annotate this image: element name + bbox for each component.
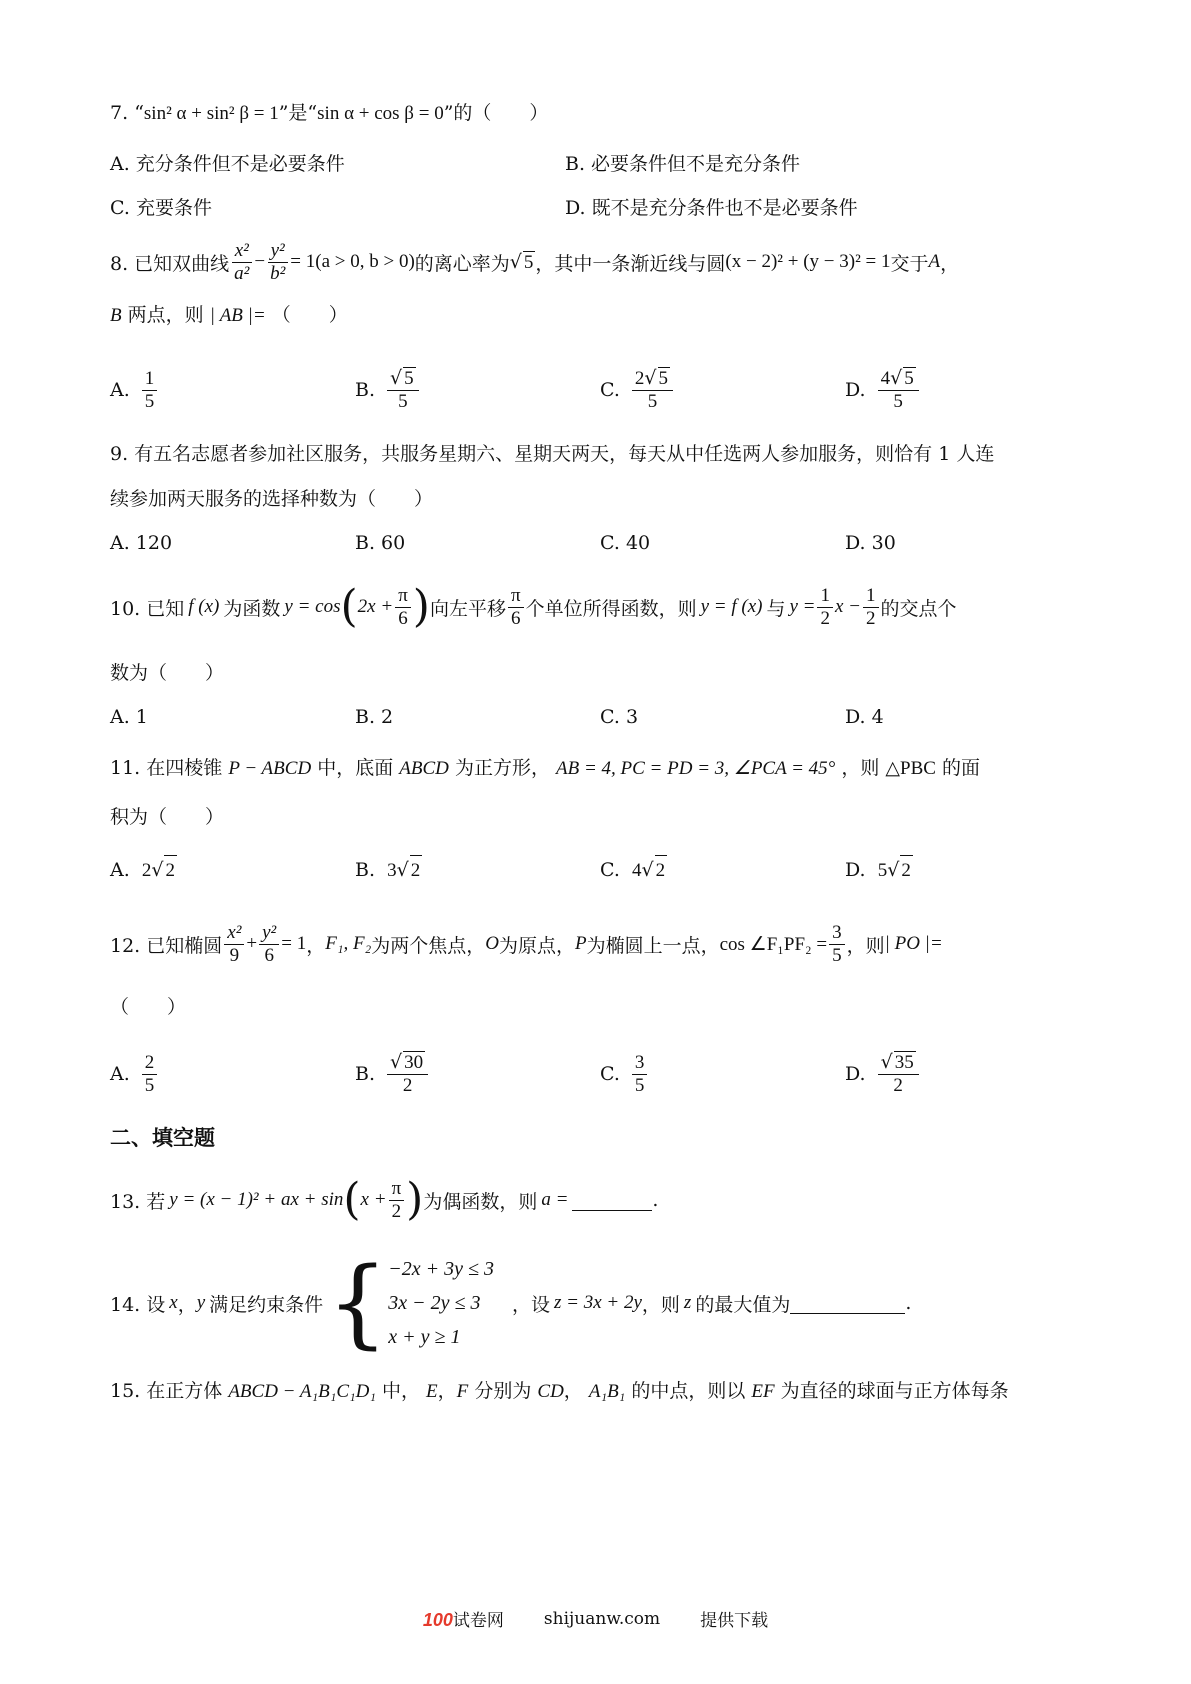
formula: 2x + bbox=[357, 596, 394, 617]
fraction bbox=[231, 240, 252, 285]
question-11-stem-line2: 积为（ ） bbox=[110, 806, 225, 828]
numerator bbox=[387, 1051, 428, 1075]
fraction bbox=[863, 585, 879, 630]
option-b[interactable]: B. 60 bbox=[355, 532, 406, 554]
option-a[interactable]: A. 1 bbox=[110, 706, 148, 728]
punctuation: . bbox=[652, 1189, 659, 1211]
denominator: 9 bbox=[229, 944, 240, 966]
question-text: 的离心率为 bbox=[414, 252, 510, 275]
question-number: 7. bbox=[110, 102, 129, 124]
question-text: 个单位所得函数，则 bbox=[525, 597, 697, 620]
numerator: 1 bbox=[142, 368, 158, 391]
option-c[interactable] bbox=[600, 1044, 649, 1104]
q12-options bbox=[110, 1044, 1100, 1104]
option-label: C. bbox=[600, 1063, 620, 1085]
formula: z = 3x + 2y bbox=[554, 1292, 642, 1313]
question-text: ，其中一条渐近线与圆 bbox=[535, 252, 726, 275]
question-text: 的最大值为 bbox=[695, 1293, 791, 1316]
question-text: 为直径的球面与正方体每条 bbox=[780, 1380, 1009, 1402]
option-c[interactable]: C. 3 bbox=[600, 706, 639, 728]
fraction bbox=[878, 367, 919, 413]
radical-sign: √ bbox=[390, 1051, 403, 1073]
site-logo[interactable] bbox=[423, 1606, 504, 1631]
fraction bbox=[387, 367, 419, 413]
constraint: x + y ≥ 1 bbox=[388, 1326, 461, 1348]
constraint-system bbox=[327, 1247, 494, 1359]
question-text: 的交点个 bbox=[880, 597, 957, 620]
point-label: F bbox=[456, 1381, 469, 1402]
formula: = 1 bbox=[281, 933, 307, 954]
question-text: （ ） bbox=[271, 304, 348, 326]
question-11-stem bbox=[110, 753, 1091, 784]
numerator: 2 bbox=[142, 1052, 158, 1075]
punctuation: ， bbox=[940, 252, 960, 275]
option-label: B. bbox=[355, 1063, 376, 1085]
question-text: 11. 在四棱锥 bbox=[110, 757, 223, 779]
option-label: B. bbox=[355, 859, 376, 881]
fraction bbox=[142, 368, 158, 413]
option-a[interactable] bbox=[110, 855, 177, 886]
option-label: A. bbox=[110, 379, 130, 401]
numerator: π bbox=[389, 1178, 405, 1201]
numerator: 1 bbox=[863, 585, 879, 608]
numerator: 3 bbox=[829, 922, 845, 945]
formula: ABCD bbox=[399, 758, 449, 779]
fraction bbox=[829, 922, 845, 967]
punctuation: . bbox=[905, 1292, 912, 1314]
paren-close: ) bbox=[412, 581, 430, 632]
numerator: y² bbox=[268, 240, 288, 263]
question-text: 10. 已知 bbox=[110, 597, 185, 620]
numerator: y² bbox=[259, 922, 279, 945]
option-c[interactable]: C. 充要条件 bbox=[110, 197, 212, 219]
question-text: 为正方形， bbox=[454, 757, 550, 779]
question-text: 12. 已知椭圆 bbox=[110, 934, 223, 957]
formula: x − bbox=[834, 596, 861, 617]
formula: sin² α + sin² β = 1 bbox=[143, 103, 279, 124]
sqrt-formula bbox=[510, 251, 536, 274]
coefficient: 2 bbox=[634, 368, 645, 389]
answer-blank[interactable] bbox=[572, 1190, 652, 1211]
question-8-stem bbox=[110, 232, 959, 292]
paren-open: ( bbox=[340, 581, 358, 632]
radical-sign: √ bbox=[880, 1051, 893, 1073]
option-d[interactable] bbox=[845, 360, 921, 420]
radicand: 5 bbox=[523, 251, 534, 273]
paren-open: ( bbox=[343, 1174, 361, 1225]
variable: z bbox=[683, 1292, 692, 1313]
formula: f (x) bbox=[188, 596, 220, 617]
question-text: 两点，则 bbox=[127, 304, 204, 326]
option-label: D. bbox=[845, 379, 866, 401]
option-b[interactable] bbox=[355, 360, 421, 420]
denominator: a² bbox=[234, 262, 250, 284]
denominator: 6 bbox=[264, 944, 274, 966]
question-text: 为函数 bbox=[223, 597, 281, 620]
denominator: 5 bbox=[144, 390, 155, 412]
coefficient: 4 bbox=[632, 860, 642, 881]
numerator: 1 bbox=[817, 585, 833, 608]
radical-sign: √ bbox=[890, 367, 903, 389]
fraction bbox=[142, 1052, 158, 1097]
numerator: π bbox=[395, 585, 411, 608]
denominator: 2 bbox=[866, 607, 876, 629]
radical-sign: √ bbox=[641, 859, 654, 881]
numerator bbox=[387, 367, 419, 391]
question-10-stem-line2: 数为（ ） bbox=[110, 662, 225, 684]
numerator: x² bbox=[232, 240, 252, 263]
option-label: C. bbox=[600, 379, 620, 401]
question-12-stem bbox=[110, 912, 943, 976]
numerator bbox=[878, 367, 919, 391]
point-label: E bbox=[426, 1381, 438, 1402]
fraction bbox=[817, 585, 833, 630]
point-label: B bbox=[110, 305, 122, 326]
question-text: 为偶函数，则 bbox=[423, 1190, 538, 1213]
denominator: 5 bbox=[647, 391, 658, 412]
question-text: ，则 bbox=[641, 1293, 680, 1316]
numerator: 3 bbox=[632, 1052, 648, 1075]
question-text: 8. 已知双曲线 bbox=[110, 252, 230, 275]
radicand: 5 bbox=[658, 368, 669, 389]
formula: F₁, F₂ bbox=[325, 933, 372, 954]
question-text: 向左平移 bbox=[429, 597, 506, 620]
question-text: 15. 在正方体 bbox=[110, 1380, 223, 1402]
question-text: ”的（ ） bbox=[443, 102, 549, 124]
option-label: A. bbox=[110, 1063, 130, 1085]
option-a[interactable]: A. 充分条件但不是必要条件 bbox=[110, 153, 345, 175]
formula: y = cos bbox=[284, 596, 341, 617]
question-text: 13. 若 bbox=[110, 1190, 166, 1213]
question-7-stem bbox=[110, 98, 1091, 129]
variable: x bbox=[169, 1292, 178, 1313]
question-text: 中， bbox=[381, 1380, 420, 1402]
option-b[interactable]: B. 必要条件但不是充分条件 bbox=[565, 153, 801, 175]
question-text: 14. 设 bbox=[110, 1293, 166, 1316]
formula: | AB |= bbox=[209, 305, 266, 326]
option-a[interactable] bbox=[110, 1044, 159, 1104]
numerator bbox=[632, 367, 673, 391]
radicand: 30 bbox=[404, 1052, 424, 1073]
numerator bbox=[878, 1051, 919, 1075]
radical-sign: √ bbox=[887, 859, 900, 881]
point-label: P bbox=[574, 933, 587, 954]
fraction bbox=[632, 1052, 648, 1097]
radicand: 2 bbox=[900, 855, 913, 886]
point-label: O bbox=[485, 933, 499, 954]
question-text: 为椭圆上一点， bbox=[586, 934, 720, 957]
radicand: 2 bbox=[655, 855, 668, 886]
fraction bbox=[878, 1051, 919, 1097]
option-b[interactable] bbox=[355, 1044, 430, 1104]
section-heading: 二、填空题 bbox=[110, 1126, 215, 1150]
fraction bbox=[259, 922, 279, 967]
denominator: 5 bbox=[634, 1074, 645, 1096]
constraint: −2x + 3y ≤ 3 bbox=[388, 1258, 494, 1280]
formula: CD bbox=[537, 1381, 564, 1402]
variable: y bbox=[196, 1292, 206, 1313]
option-label: C. bbox=[600, 859, 620, 881]
formula: y = (x − 1)² + ax + sin bbox=[169, 1189, 344, 1210]
question-text: ，则 bbox=[841, 757, 880, 779]
question-12-stem-line2: （ ） bbox=[110, 996, 187, 1018]
option-b[interactable] bbox=[355, 855, 422, 886]
formula: P − ABCD bbox=[228, 758, 312, 779]
denominator: 6 bbox=[511, 607, 521, 629]
paren-close: ) bbox=[406, 1174, 424, 1225]
denominator: 2 bbox=[893, 1075, 903, 1096]
question-text: 与 bbox=[766, 597, 786, 620]
fraction bbox=[224, 922, 244, 967]
logo-mark: 100 bbox=[422, 1610, 453, 1630]
question-text: 的中点，则以 bbox=[631, 1380, 746, 1402]
denominator: 5 bbox=[398, 391, 408, 412]
option-c[interactable]: C. 40 bbox=[600, 532, 651, 554]
logo-text: 试卷网 bbox=[452, 1611, 504, 1631]
denominator: 2 bbox=[402, 1075, 413, 1096]
option-d[interactable]: D. 30 bbox=[845, 532, 896, 554]
quote-open: “ bbox=[134, 102, 144, 124]
question-text: 为两个焦点， bbox=[371, 934, 486, 957]
denominator: 2 bbox=[391, 1200, 402, 1222]
fraction bbox=[267, 240, 288, 285]
formula: sin α + cos β = 0 bbox=[317, 103, 444, 124]
option-label: A. bbox=[110, 859, 130, 881]
option-d[interactable] bbox=[845, 855, 913, 886]
radical-sign: √ bbox=[509, 250, 522, 273]
denominator: 5 bbox=[144, 1074, 155, 1096]
question-text: ，设 bbox=[511, 1293, 550, 1316]
formula: ABCD − A₁B₁C₁D₁ bbox=[228, 1381, 376, 1402]
option-a[interactable] bbox=[110, 360, 159, 420]
site-url[interactable]: shijuanw.com bbox=[543, 1608, 661, 1629]
formula: △PBC bbox=[885, 758, 936, 779]
radicand: 35 bbox=[894, 1052, 914, 1073]
formula: | PO |= bbox=[884, 933, 943, 954]
constraint: 3x − 2y ≤ 3 bbox=[388, 1292, 481, 1314]
option-label: D. bbox=[845, 1063, 866, 1085]
radicand: 2 bbox=[410, 855, 423, 886]
formula: cos ∠F₁PF₂ = bbox=[719, 933, 828, 955]
constraint-list bbox=[388, 1252, 494, 1354]
radical-sign: √ bbox=[396, 859, 409, 881]
option-c[interactable] bbox=[600, 855, 667, 886]
formula: y = f (x) bbox=[700, 596, 763, 617]
coefficient: 3 bbox=[387, 860, 397, 881]
fraction bbox=[508, 585, 524, 630]
option-a[interactable]: A. 120 bbox=[110, 532, 173, 554]
coefficient: 4 bbox=[880, 368, 891, 389]
formula: = 1(a > 0, b > 0) bbox=[290, 251, 415, 272]
radicand: 5 bbox=[904, 368, 914, 389]
punctuation: ， bbox=[306, 934, 326, 957]
option-c[interactable] bbox=[600, 360, 675, 420]
radicand: 2 bbox=[164, 855, 177, 886]
formula: x + bbox=[360, 1189, 387, 1210]
question-13-stem bbox=[110, 1168, 658, 1232]
option-label: B. bbox=[355, 379, 376, 401]
question-15-stem bbox=[110, 1376, 1091, 1407]
question-10-stem bbox=[110, 575, 957, 639]
question-14-stem bbox=[110, 1248, 911, 1358]
option-d[interactable]: D. 既不是充分条件也不是必要条件 bbox=[565, 197, 858, 219]
punctuation: ， bbox=[437, 1380, 457, 1402]
question-text: 的面 bbox=[941, 757, 980, 779]
denominator: 5 bbox=[893, 391, 903, 412]
denominator: 2 bbox=[820, 607, 830, 629]
fraction bbox=[389, 1178, 405, 1223]
radical-sign: √ bbox=[390, 367, 403, 389]
question-text: ，则 bbox=[846, 934, 885, 957]
question-text: 为原点， bbox=[498, 934, 575, 957]
question-text: ”是“ bbox=[278, 102, 318, 124]
formula: (x − 2)² + (y − 3)² = 1 bbox=[725, 251, 891, 272]
formula: a = bbox=[541, 1189, 569, 1210]
fraction bbox=[632, 367, 673, 413]
option-d[interactable]: D. 4 bbox=[845, 706, 884, 728]
punctuation: ， bbox=[563, 1380, 583, 1402]
option-label: D. bbox=[845, 859, 866, 881]
question-9-stem: 9. 有五名志愿者参加社区服务，共服务星期六、星期天两天，每天从中任选两人参加服务，则恰有 1 人连 bbox=[110, 443, 995, 465]
point-label: A bbox=[928, 251, 941, 272]
q8-options bbox=[110, 360, 1100, 420]
coefficient: 2 bbox=[141, 860, 152, 881]
brace: { bbox=[327, 1247, 389, 1359]
denominator: b² bbox=[270, 262, 286, 284]
footer-text: 提供下载 bbox=[700, 1611, 769, 1631]
formula: EF bbox=[751, 1381, 775, 1402]
fraction bbox=[387, 1051, 428, 1097]
punctuation: ， bbox=[177, 1293, 197, 1316]
fraction bbox=[395, 585, 411, 630]
operator: − bbox=[254, 251, 266, 272]
formula: y = bbox=[789, 596, 816, 617]
question-9-stem-line2: 续参加两天服务的选择种数为（ ） bbox=[110, 488, 434, 510]
answer-blank[interactable] bbox=[790, 1293, 905, 1314]
option-d[interactable] bbox=[845, 1044, 921, 1104]
radical-sign: √ bbox=[644, 367, 657, 389]
radical-sign: √ bbox=[151, 859, 164, 881]
denominator: 6 bbox=[398, 607, 408, 629]
coefficient: 5 bbox=[877, 860, 888, 881]
formula: A₁B₁ bbox=[588, 1381, 626, 1402]
question-8-stem-line2 bbox=[110, 300, 1091, 331]
radicand: 5 bbox=[404, 368, 414, 389]
question-text: 满足约束条件 bbox=[209, 1293, 324, 1316]
numerator: x² bbox=[224, 922, 244, 945]
page-footer bbox=[0, 1606, 1191, 1631]
question-text: 中，底面 bbox=[317, 757, 394, 779]
denominator: 5 bbox=[832, 944, 842, 966]
formula: AB = 4, PC = PD = 3, ∠PCA = 45° bbox=[556, 758, 836, 779]
question-text: 交于 bbox=[890, 252, 929, 275]
option-b[interactable]: B. 2 bbox=[355, 706, 394, 728]
numerator: π bbox=[508, 585, 524, 608]
question-text: 分别为 bbox=[474, 1380, 532, 1402]
operator: + bbox=[246, 933, 258, 954]
